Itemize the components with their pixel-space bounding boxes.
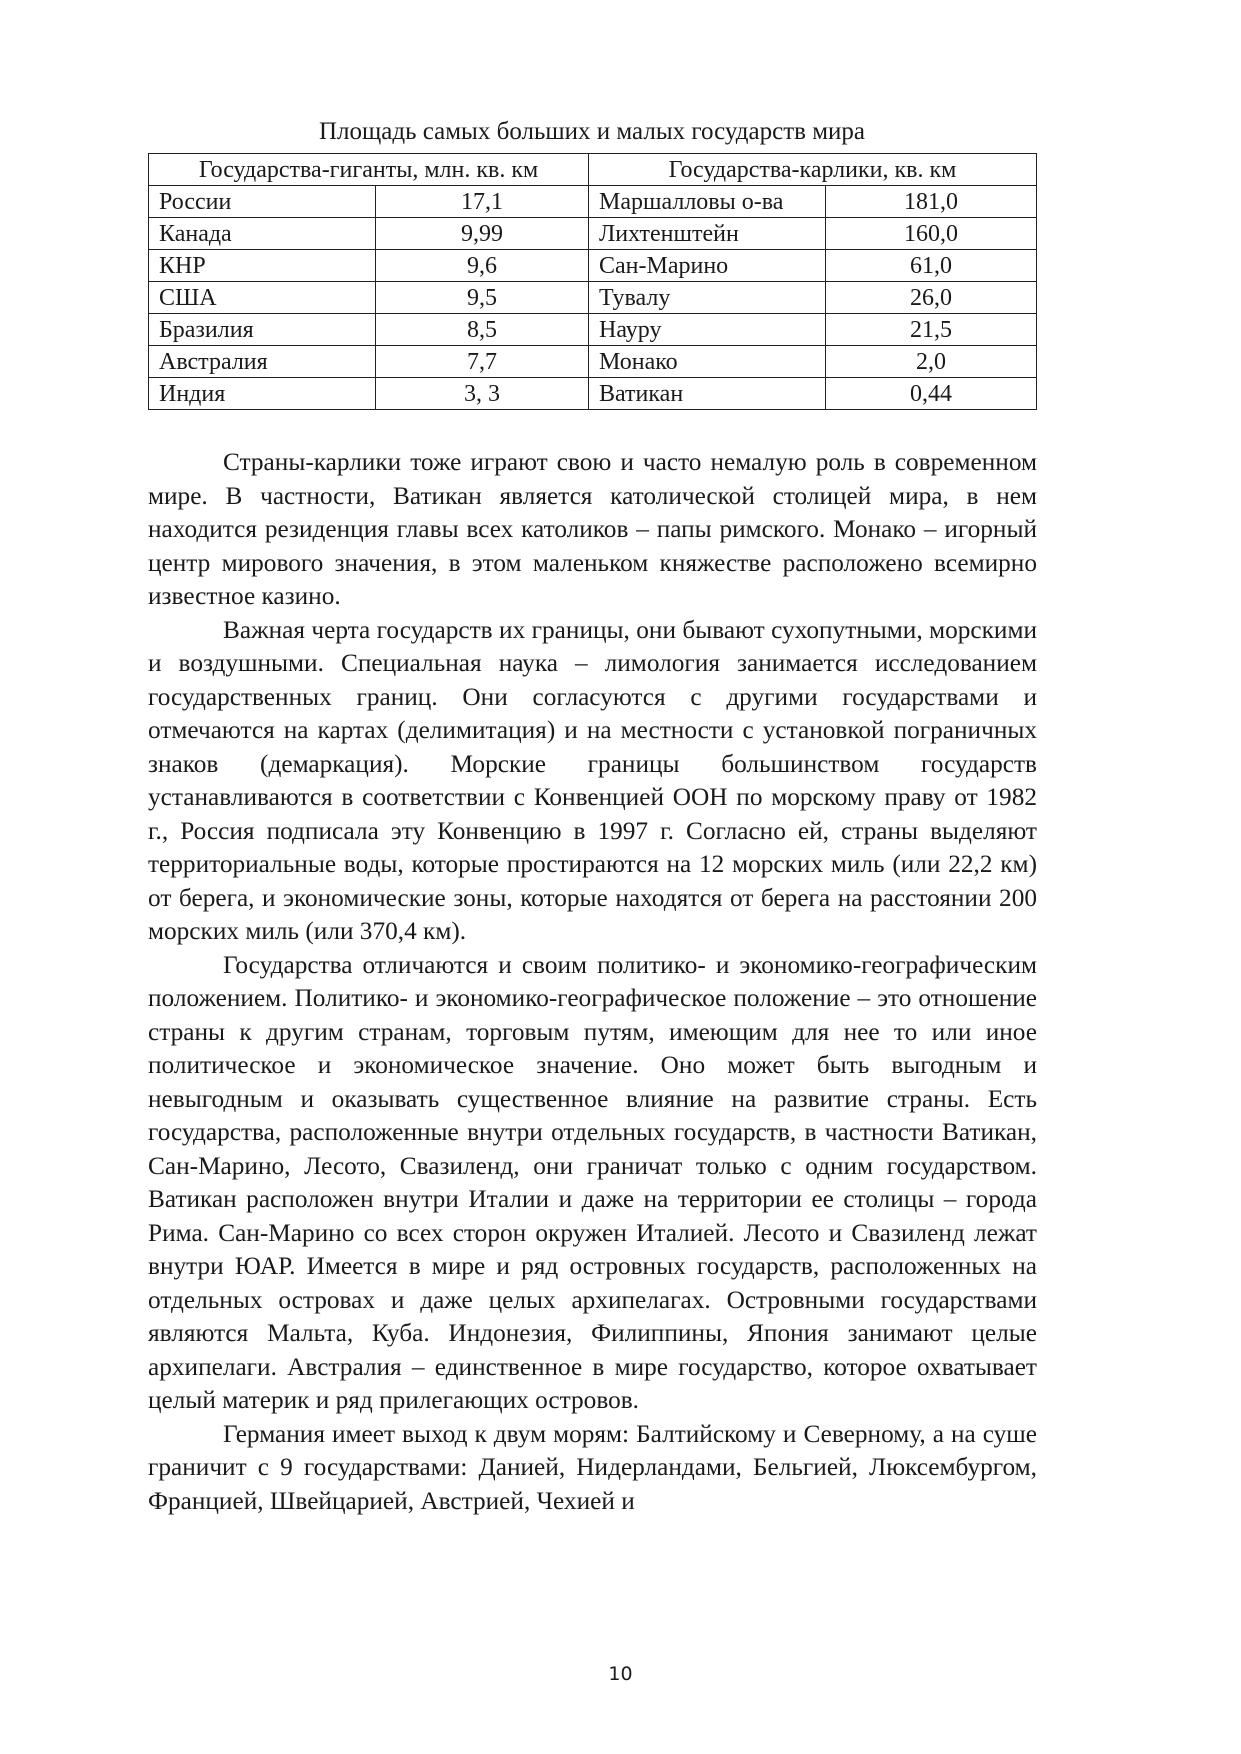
giant-area: 9,6 bbox=[376, 250, 589, 282]
dwarf-area: 61,0 bbox=[826, 250, 1037, 282]
giant-country: Бразилия bbox=[149, 314, 376, 346]
giant-area: 9,5 bbox=[376, 282, 589, 314]
giant-country: Австралия bbox=[149, 346, 376, 378]
dwarf-country: Тувалу bbox=[589, 282, 826, 314]
dwarf-area: 181,0 bbox=[826, 186, 1037, 218]
giant-country: США bbox=[149, 282, 376, 314]
giant-area: 17,1 bbox=[376, 186, 589, 218]
table-header-row bbox=[149, 154, 1037, 186]
giant-country: Канада bbox=[149, 218, 376, 250]
table-row bbox=[149, 346, 1037, 378]
header-giant-states: Государства-гиганты, млн. кв. км bbox=[149, 154, 589, 186]
giant-area: 7,7 bbox=[376, 346, 589, 378]
table-title: Площадь самых больших и малых государств мира bbox=[318, 118, 865, 145]
dwarf-area: 0,44 bbox=[826, 378, 1037, 410]
giant-country: КНР bbox=[149, 250, 376, 282]
giant-area: 8,5 bbox=[376, 314, 589, 346]
paragraph: Германия имеет выход к двум морям: Балтийскому и Северному, а на суше граничит с 9 государствами: Данией, Нидерландами, Бельгией, Люксембургом, Францией, Швейцарией, Австрией, Чехией и bbox=[148, 1419, 1037, 1515]
dwarf-country: Ватикан bbox=[589, 378, 826, 410]
paragraph: Важная черта государств их границы, они бывают сухопутными, морскими и воздушными. Специальная наука – лимология занимается исследованием государственных границ. Они согласуются с другими государствами и отмечаются на картах (делимитация) и на местности с установкой пограничных знаков (демаркация). Морские границы большинством государств устанавливаются в соответствии с Конвенцией ООН по морскому праву от 1982 г., Россия подписала эту Конвенцию в 1997 г. Согласно ей, страны выделяют территориальные воды, которые простираются на 12 морских миль (или 22,2 км) от берега, и экономические зоны, которые находятся от берега на расстоянии 200 морских миль (или 370,4 км). bbox=[148, 615, 1037, 945]
table-row bbox=[149, 250, 1037, 282]
dwarf-area: 26,0 bbox=[826, 282, 1037, 314]
dwarf-country: Лихтенштейн bbox=[589, 218, 826, 250]
giant-country: России bbox=[149, 186, 376, 218]
dwarf-country: Монако bbox=[589, 346, 826, 378]
dwarf-country: Маршалловы о-ва bbox=[589, 186, 826, 218]
dwarf-country: Сан-Марино bbox=[589, 250, 826, 282]
paragraph: Страны-карлики тоже играют свою и часто немалую роль в современном мире. В частности, Ватикан является католической столицей мира, в нем находится резиденция главы всех католиков – папы римского. Монако – игорный центр мирового значения, в этом маленьком княжестве расположено всемирно известное казино. bbox=[148, 448, 1037, 610]
header-dwarf-states: Государства-карлики, кв. км bbox=[589, 154, 1037, 186]
table-row bbox=[149, 378, 1037, 410]
table-row bbox=[149, 282, 1037, 314]
table-row bbox=[149, 186, 1037, 218]
dwarf-area: 2,0 bbox=[826, 346, 1037, 378]
giant-country: Индия bbox=[149, 378, 376, 410]
page-number: 10 bbox=[608, 1663, 633, 1685]
table-row bbox=[149, 218, 1037, 250]
table-row bbox=[149, 314, 1037, 346]
dwarf-area: 160,0 bbox=[826, 218, 1037, 250]
states-area-table bbox=[148, 153, 1037, 410]
giant-area: 9,99 bbox=[376, 218, 589, 250]
dwarf-country: Науру bbox=[589, 314, 826, 346]
giant-area: 3, 3 bbox=[376, 378, 589, 410]
dwarf-area: 21,5 bbox=[826, 314, 1037, 346]
paragraph: Государства отличаются и своим политико- и экономико-географическим положением. Политико- и экономико-географическое положение – это отношение страны к другим странам, торговым путям, имеющим для нее то или иное политическое и экономическое значение. Оно может быть выгодным и невыгодным и оказывать существенное влияние на развитие страны. Есть государства, расположенные внутри отдельных государств, в частности Ватикан, Сан-Марино, Лесото, Свазиленд, они граничат только с одним государством. Ватикан расположен внутри Италии и даже на территории ее столицы – города Рима. Сан-Марино со всех сторон окружен Италией. Лесото и Свазиленд лежат внутри ЮАР. Имеется в мире и ряд островных государств, расположенных на отдельных островах и даже целых архипелагах. Островными государствами являются Мальта, Куба. Индонезия, Филиппины, Япония занимают целые архипелаги. Австралия – единственное в мире государство, которое охватывает целый материк и ряд прилегающих островов. bbox=[148, 950, 1037, 1414]
body-text bbox=[148, 446, 1037, 1518]
